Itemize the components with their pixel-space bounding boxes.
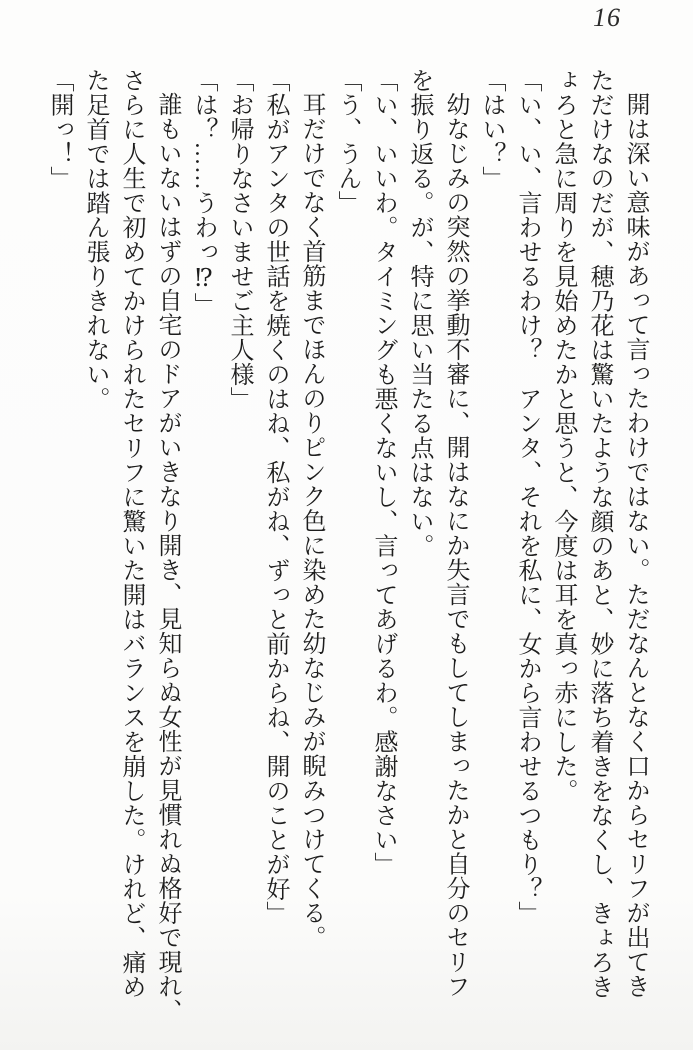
text-line: 「私がアンタの世話を焼くのはね、私がね、ずっと前からね、開のことが好」	[262, 68, 288, 926]
text-line: 誰もいないはずの自宅のドアがいきなり開き、見知らぬ女性が見慣れぬ格好で現れ、	[154, 92, 180, 1023]
text-line: 開は深い意味があって言ったわけではない。ただなんとなく口からセリフが出てき	[622, 92, 648, 999]
text-line: を振り返る。が、特に思い当たる点はない。	[406, 68, 432, 558]
text-line: 幼なじみの突然の挙動不審に、開はなにか失言でもしてしまったかと自分のセリフ	[442, 92, 468, 999]
text-line: 「は？……うわっ⁉」	[190, 68, 216, 317]
text-line: 「い、いいわ。タイミングも悪くないし、言ってあげるわ。感謝なさい」	[370, 68, 396, 877]
text-line: 「開っ！」	[46, 68, 72, 191]
page-number: 16	[593, 3, 621, 32]
text-line: ただけなのだが、穂乃花は驚いたような顔のあと、妙に落ち着きをなくし、きょろき	[586, 68, 612, 999]
text-line: 「はい？」	[478, 68, 504, 191]
text-line: ょろと急に周りを見始めたかと思うと、今度は耳を真っ赤にした。	[550, 68, 576, 803]
text-line: 「い、い、言わせるわけ？ アンタ、それを私に、女から言わせるつもり？」	[514, 68, 540, 926]
text-line: 「う、うん」	[334, 68, 360, 215]
text-line: さらに人生で初めてかけられたセリフに驚いた開はバランスを崩した。けれど、痛め	[118, 68, 144, 999]
vertical-text-block	[39, 68, 653, 1023]
text-line: 「お帰りなさいませご主人様」	[226, 68, 252, 411]
text-line: た足首では踏ん張りきれない。	[82, 68, 108, 411]
text-line: 耳だけでなく首筋までほんのりピンク色に染めた幼なじみが睨みつけてくる。	[298, 92, 324, 950]
